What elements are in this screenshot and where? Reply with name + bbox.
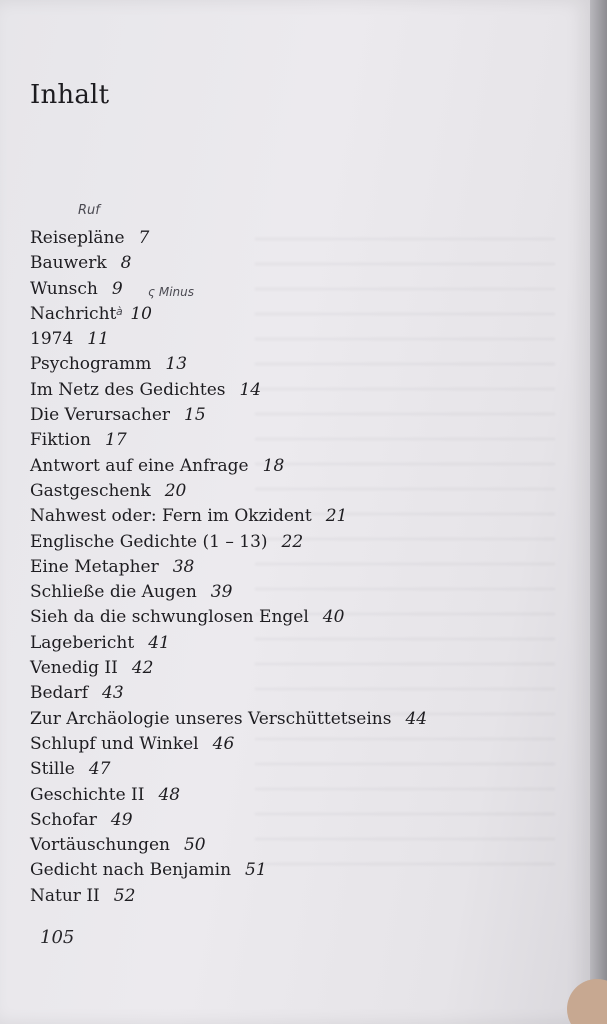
toc-entry-page: 14 [239, 379, 262, 400]
toc-entry-page: 39 [210, 582, 233, 603]
toc-entry-title: Geschichte II [30, 784, 145, 805]
toc-entry-page: 43 [102, 683, 124, 704]
toc-entry-title: Stille [30, 759, 75, 780]
toc-entry-page: 13 [165, 354, 188, 375]
toc-entry-page: 22 [281, 531, 304, 552]
toc-entry [30, 428, 570, 453]
toc-entry [30, 580, 570, 605]
toc-entry-title: 1974 [30, 329, 74, 350]
toc-entry-page: 47 [88, 759, 111, 780]
toc-entry [30, 327, 570, 352]
toc-entry [30, 833, 570, 858]
toc-entry-title: Bedarf [30, 683, 88, 704]
toc-entry-title: Nahwest oder: Fern im Okzident [30, 506, 312, 527]
table-of-contents [30, 226, 570, 909]
toc-entry-title: Im Netz des Gedichtes [30, 379, 226, 400]
toc-entry-page: 10 [130, 303, 152, 324]
toc-entry-page: 44 [405, 708, 428, 729]
toc-entry-page: 46 [212, 733, 235, 754]
toc-entry [30, 555, 570, 580]
toc-entry [30, 757, 570, 782]
toc-entry [30, 277, 570, 302]
toc-entry-page: 41 [148, 632, 170, 653]
toc-entry-title: Nachricht [30, 303, 117, 324]
toc-entry-title: Venedig II [30, 658, 118, 679]
toc-entry-title: Bauwerk [30, 253, 107, 274]
toc-entry [30, 783, 570, 808]
toc-entry [30, 479, 570, 504]
toc-entry-title: Sieh da die schwunglosen Engel [30, 607, 309, 628]
toc-entry-title: Eine Metapher [30, 556, 159, 577]
page-number: 105 [40, 927, 75, 948]
toc-entry [30, 656, 570, 681]
toc-entry-page: 18 [262, 455, 285, 476]
toc-entry-title: Wunsch [30, 278, 98, 299]
toc-entry [30, 858, 570, 883]
toc-entry [30, 884, 570, 909]
toc-entry [30, 707, 570, 732]
toc-entry-page: 7 [138, 228, 150, 248]
toc-entry-page: 40 [322, 607, 345, 628]
toc-entry-page: 52 [113, 885, 136, 906]
toc-entry [30, 808, 570, 833]
toc-entry-page: 49 [110, 809, 133, 830]
toc-entry [30, 352, 570, 377]
toc-entry-page: 21 [325, 506, 348, 527]
toc-entry [30, 504, 570, 529]
toc-entry [30, 605, 570, 630]
toc-entry-title: Lagebericht [30, 632, 135, 653]
toc-entry [30, 403, 570, 428]
handwritten-note-ruf: Ruf [78, 203, 100, 218]
toc-entry-title: Psychogramm [30, 354, 152, 375]
toc-entry-title: Schofar [30, 809, 97, 830]
toc-entry-page: 11 [87, 329, 109, 350]
toc-entry-title: Natur II [30, 885, 100, 906]
toc-entry [30, 732, 570, 757]
handwritten-note-minus: ς Minus [148, 285, 195, 299]
toc-entry-title: Zur Archäologie unseres Verschüttetseins [30, 708, 392, 729]
toc-entry [30, 378, 570, 403]
toc-entry-page: 8 [120, 253, 132, 274]
toc-entry-page: 51 [245, 860, 267, 881]
toc-entry-title: Schließe die Augen [30, 582, 197, 603]
toc-entry-page: 20 [164, 480, 187, 501]
toc-entry-page: 17 [105, 430, 127, 451]
toc-entry-page: 42 [131, 658, 154, 679]
toc-entry-title: Gastgeschenk [30, 480, 151, 501]
toc-entry [30, 631, 570, 656]
toc-entry [30, 302, 570, 327]
book-edge [590, 0, 607, 1024]
handwritten-note-a: à [116, 305, 123, 318]
toc-entry-page: 9 [111, 278, 123, 299]
toc-entry-page: 38 [172, 556, 195, 577]
toc-entry-page: 50 [183, 835, 206, 856]
toc-entry-page: 48 [158, 784, 181, 805]
toc-entry-title: Gedicht nach Benjamin [30, 860, 232, 881]
toc-entry [30, 681, 570, 706]
toc-entry [30, 454, 570, 479]
toc-entry-page: 15 [184, 405, 206, 426]
toc-entry-title: Die Verursacher [30, 405, 171, 426]
toc-entry-title: Vortäuschungen [30, 835, 170, 856]
toc-entry [30, 530, 570, 555]
page-title: Inhalt [30, 80, 110, 110]
toc-entry-title: Englische Gedichte (1 – 13) [30, 531, 268, 552]
toc-entry-title: Schlupf und Winkel [30, 733, 199, 754]
toc-entry-title: Fiktion [30, 430, 91, 451]
toc-entry-title: Antwort auf eine Anfrage [30, 455, 249, 476]
toc-entry [30, 251, 570, 276]
toc-entry [30, 226, 570, 251]
toc-entry-title: Reisepläne [30, 228, 125, 248]
